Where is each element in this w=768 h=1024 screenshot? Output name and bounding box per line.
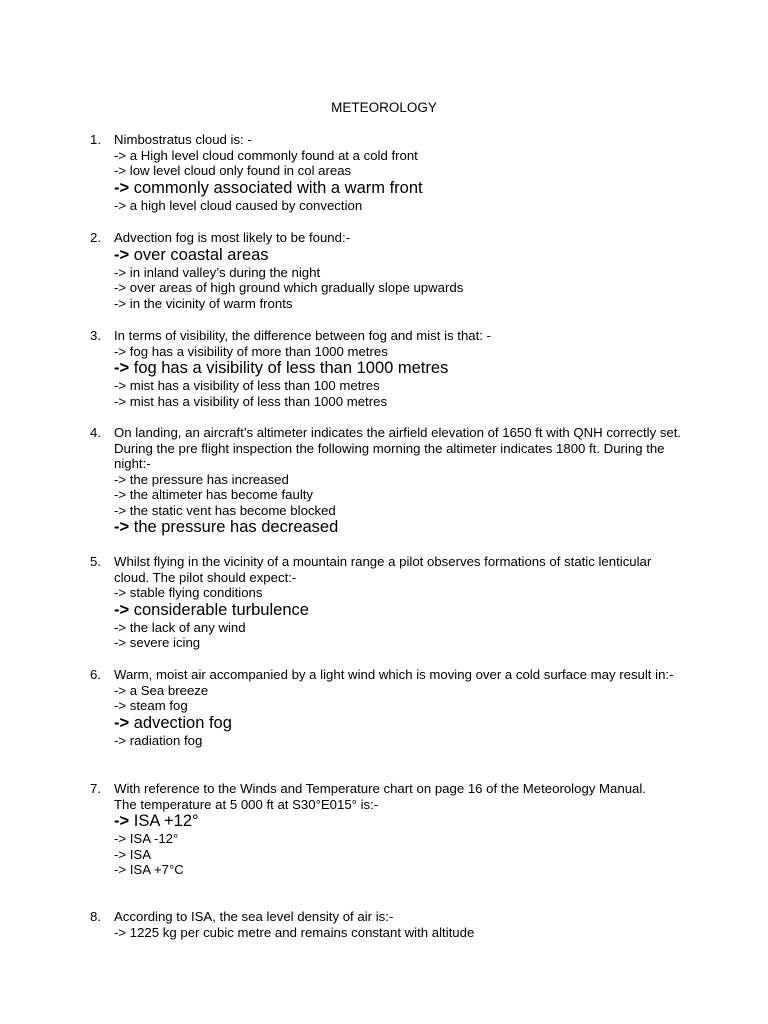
- option: -> ISA: [114, 846, 152, 862]
- option: -> radiation fog: [114, 732, 203, 748]
- correct-answer: -> commonly associated with a warm front: [114, 178, 423, 197]
- question-text: Nimbostratus cloud is: -: [114, 132, 252, 147]
- correct-answer: -> fog has a visibility of less than 1000 metres: [114, 359, 449, 377]
- question-number: 5.: [90, 554, 101, 569]
- option: -> severe icing: [114, 635, 201, 650]
- question-text: With reference to the Winds and Temperature chart on page 16 of the Meteorology Manual. The temperature at 5 000 ft at S30°E015° is:-: [114, 781, 646, 812]
- option: -> a high level cloud caused by convection: [114, 197, 363, 213]
- option: -> ISA -12°: [114, 831, 179, 846]
- option: -> a High level cloud commonly found at a cold front: [114, 147, 418, 163]
- question-number: 7.: [90, 781, 101, 796]
- question-text: On landing, an aircraft’s altimeter indicates the airfield elevation of 1650 ft with QNH correctly set. During the pre flight inspection the following morning the altimeter indicates 1800 ft. During the night:-: [114, 425, 682, 471]
- option: -> low level cloud only found in col areas: [114, 163, 352, 178]
- option: -> ISA +7°C: [114, 862, 184, 877]
- option: -> mist has a visibility of less than 1000 metres: [114, 393, 388, 409]
- option: -> in inland valley’s during the night: [114, 264, 321, 280]
- option: -> the pressure has increased: [114, 471, 289, 487]
- question-text: Whilst flying in the vicinity of a mountain range a pilot observes formations of static lenticular cloud. The pilot should expect:-: [114, 554, 652, 585]
- question-text: According to ISA, the sea level density of air is:-: [114, 909, 394, 924]
- question-text: In terms of visibility, the difference between fog and mist is that: -: [114, 328, 491, 343]
- option: -> in the vicinity of warm fronts: [114, 295, 293, 311]
- question-6: [90, 667, 690, 748]
- question-8: [90, 909, 690, 940]
- question-number: 8.: [90, 909, 101, 924]
- question-3: [90, 328, 690, 409]
- question-number: 3.: [90, 328, 101, 343]
- question-text: Advection fog is most likely to be found:-: [114, 230, 351, 245]
- page-title: METEOROLOGY: [331, 100, 437, 115]
- question-number: 4.: [90, 425, 101, 440]
- question-7: [90, 781, 690, 878]
- option: -> the altimeter has become faulty: [114, 487, 314, 502]
- correct-answer: -> ISA +12°: [114, 812, 199, 830]
- question-number: 6.: [90, 667, 101, 682]
- question-number: 2.: [90, 230, 101, 245]
- option: -> stable flying conditions: [114, 585, 263, 600]
- correct-answer: -> advection fog: [114, 713, 232, 732]
- option: -> a Sea breeze: [114, 682, 209, 698]
- correct-answer: -> considerable turbulence: [114, 600, 309, 619]
- option: -> 1225 kg per cubic metre and remains constant with altitude: [114, 924, 475, 940]
- question-1: [90, 132, 690, 213]
- option: -> mist has a visibility of less than 100 metres: [114, 378, 380, 393]
- question-number: 1.: [90, 132, 101, 147]
- option: -> steam fog: [114, 698, 188, 713]
- question-4: [90, 425, 690, 537]
- correct-answer: -> the pressure has decreased: [114, 518, 339, 536]
- option: -> the lack of any wind: [114, 619, 246, 635]
- question-text: Warm, moist air accompanied by a light wind which is moving over a cold surface may result in:-: [114, 667, 674, 682]
- option: -> over areas of high ground which gradually slope upwards: [114, 280, 464, 295]
- question-5: [90, 554, 690, 651]
- correct-answer: -> over coastal areas: [114, 245, 269, 264]
- question-2: [90, 230, 690, 311]
- option: -> the static vent has become blocked: [114, 502, 336, 518]
- option: -> fog has a visibility of more than 1000 metres: [114, 343, 388, 359]
